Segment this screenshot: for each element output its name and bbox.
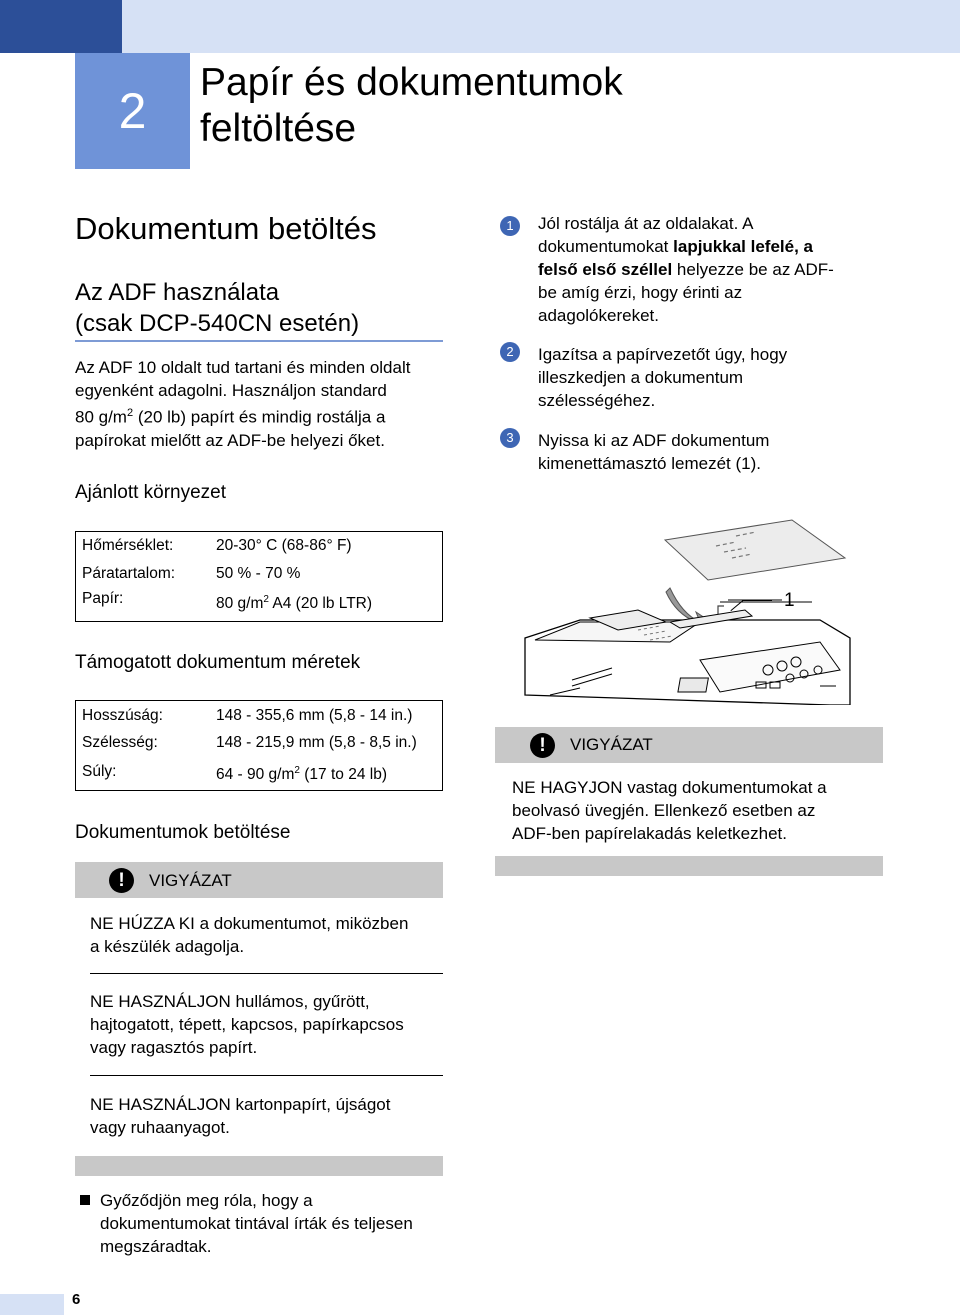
right-caution-footer-bar <box>495 856 883 876</box>
adf-intro-line-4: papírokat mielőtt az ADF-be helyezi őket. <box>75 430 385 450</box>
env-paper-rest: A4 (20 lb LTR) <box>268 595 373 613</box>
section-title: Dokumentum betöltés <box>75 211 377 246</box>
warning-icon: ! <box>109 868 134 893</box>
header-band <box>0 0 960 53</box>
caution-p2-line-3: vagy ragasztós papírt. <box>90 1038 258 1057</box>
step-1-line-2-bold: lapjukkal lefelé, a <box>673 237 813 256</box>
chapter-title-line-1: Papír és dokumentumok <box>200 61 623 104</box>
bullet-line-2: dokumentumokat tintával írták és teljesen <box>100 1214 413 1233</box>
step-3-text <box>538 429 769 475</box>
step-2-text <box>538 343 787 412</box>
bullet-paragraph <box>100 1189 413 1258</box>
adf-intro-weight: 80 g/m <box>75 407 127 427</box>
env-paper-weight: 80 g/m <box>216 595 264 613</box>
adf-heading-line-1: Az ADF használata <box>75 279 280 306</box>
caution-p1-line-2: a készülék adagolja. <box>90 937 245 956</box>
step-1-line-2 <box>538 235 834 258</box>
caution-paragraph-2 <box>90 990 404 1059</box>
step-1-line-4: be amíg érzi, hogy érinti az <box>538 283 743 302</box>
step-3-line-2: kimenettámasztó lemezét (1). <box>538 454 761 473</box>
page-number: 6 <box>72 1291 81 1308</box>
figure-callout-1: 1 <box>784 590 795 611</box>
step-2-badge: 2 <box>500 342 520 362</box>
env-row-value: 20-30° C (68-86° F) <box>216 537 352 554</box>
environment-table <box>75 531 443 622</box>
step-1-text <box>538 212 834 327</box>
adf-intro-line-3-rest: (20 lb) papírt és mindig rostálja a <box>133 407 386 427</box>
size-row-value <box>216 765 387 784</box>
heading-rule <box>75 340 443 342</box>
step-1-line-3-plain: helyezze be az ADF- <box>672 260 834 279</box>
bullet-line-3: megszáradtak. <box>100 1237 212 1256</box>
caution-paragraph-3 <box>90 1093 390 1139</box>
chapter-number-box <box>75 53 190 169</box>
size-weight-rest: (17 to 24 lb) <box>299 766 387 784</box>
chapter-title <box>200 60 623 152</box>
caution-p2-line-1: NE HASZNÁLJON hullámos, gyűrött, <box>90 992 370 1011</box>
env-row-value <box>216 594 372 613</box>
step-1-badge: 1 <box>500 216 520 236</box>
step-1-line-1: Jól rostálja át az oldalakat. A <box>538 214 754 233</box>
lcd-display <box>678 678 708 692</box>
caution-p2-line-2: hajtogatott, tépett, kapcsos, papírkapcsos <box>90 1015 404 1034</box>
caution-p1-line-1: NE HÚZZA KI a dokumentumot, miközben <box>90 914 409 933</box>
right-caution-label: VIGYÁZAT <box>570 735 653 754</box>
adf-intro-paragraph <box>75 356 445 452</box>
right-caution-line-1: NE HAGYJON vastag dokumentumokat a <box>512 778 827 797</box>
sizes-table <box>75 700 443 791</box>
step-1-line-3-bold: felső első széllel <box>538 260 673 279</box>
right-caution-line-2: beolvasó üvegjén. Ellenkező esetben az <box>512 801 816 820</box>
step-1-line-5: adagolókereket. <box>538 306 659 325</box>
env-row-label: Hőmérséklet: <box>82 537 174 554</box>
step-1-line-3 <box>538 258 834 281</box>
document-sheet <box>665 520 845 580</box>
adf-intro-superscript: 2 <box>126 407 134 419</box>
step-1-line-2-plain: dokumentumokat <box>538 237 674 256</box>
size-row-label: Súly: <box>82 763 117 780</box>
size-row-value: 148 - 215,9 mm (5,8 - 8,5 in.) <box>216 734 417 751</box>
size-weight: 64 - 90 g/m <box>216 766 295 784</box>
caution-p3-line-2: vagy ruhaanyagot. <box>90 1118 230 1137</box>
env-row-label: Páratartalom: <box>82 565 176 582</box>
adf-heading <box>75 277 359 339</box>
right-caution-line-3: ADF-ben papírelakadás keletkezhet. <box>512 824 787 843</box>
caution-footer-bar <box>75 1156 443 1176</box>
env-row-label: Papír: <box>82 590 124 607</box>
env-row-value: 50 % - 70 % <box>216 565 301 582</box>
adf-intro-line-3 <box>75 402 445 429</box>
chapter-title-line-2: feltöltése <box>200 107 357 150</box>
step-2-line-3: szélességéhez. <box>538 391 656 410</box>
adf-intro-line-1: Az ADF 10 oldalt tud tartani és minden oldalt <box>75 358 411 377</box>
adf-heading-line-2: (csak DCP-540CN esetén) <box>75 310 360 337</box>
adf-intro-line-2: egyenként adagolni. Használjon standard <box>75 381 387 400</box>
caution-divider <box>90 1075 443 1076</box>
caution-paragraph-1 <box>90 912 408 958</box>
size-row-label: Hosszúság: <box>82 707 163 724</box>
step-3-line-1: Nyissa ki az ADF dokumentum <box>538 431 770 450</box>
caution-label: VIGYÁZAT <box>149 871 232 890</box>
size-row-label: Szélesség: <box>82 734 158 751</box>
caution-p3-line-1: NE HASZNÁLJON kartonpapírt, újságot <box>90 1095 391 1114</box>
step-3-badge: 3 <box>500 428 520 448</box>
bullet-line-1: Győződjön meg róla, hogy a <box>100 1191 313 1210</box>
sizes-heading: Támogatott dokumentum méretek <box>75 652 361 673</box>
page-footer-band <box>0 1294 64 1315</box>
chapter-number: 2 <box>118 83 147 139</box>
header-accent-block <box>0 0 122 53</box>
caution-divider <box>90 973 443 974</box>
right-caution-paragraph <box>512 776 827 845</box>
step-2-line-1: Igazítsa a papírvezetőt úgy, hogy <box>538 345 788 364</box>
environment-heading: Ajánlott környezet <box>75 482 227 503</box>
warning-icon: ! <box>530 733 555 758</box>
bullet-square-icon <box>80 1195 90 1205</box>
env-paper-superscript: 2 <box>263 594 269 605</box>
loading-heading: Dokumentumok betöltése <box>75 822 291 843</box>
size-row-value: 148 - 355,6 mm (5,8 - 14 in.) <box>216 707 413 724</box>
size-weight-superscript: 2 <box>294 765 300 776</box>
step-2-line-2: illeszkedjen a dokumentum <box>538 368 744 387</box>
callout-leader <box>742 600 772 601</box>
